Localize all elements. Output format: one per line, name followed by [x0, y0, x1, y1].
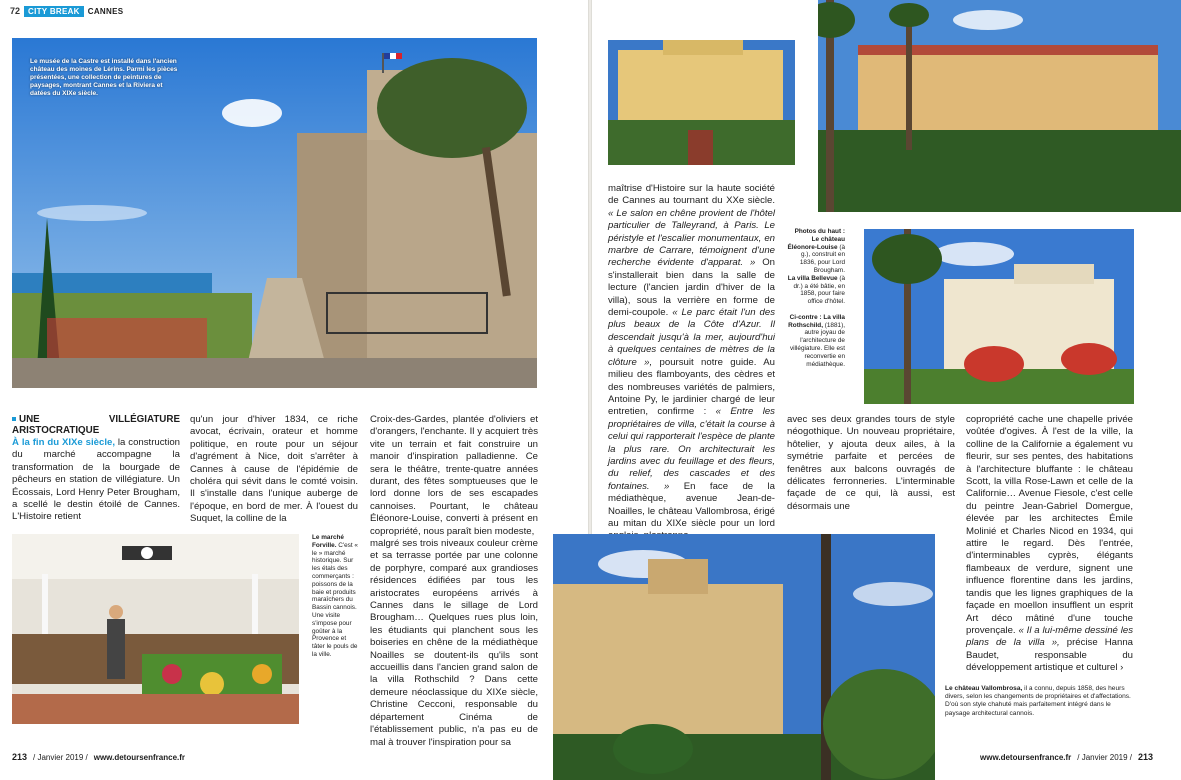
column-6-end: précise Hanna Baudet, responsable du développement artistique et culturel › — [966, 637, 1133, 674]
column-1-text: la construction du marché accompagne la transformation de la bourgade de pêcheurs en station de villégiature. Un Écossais, Lord Henry Peter Brougham, a scellé le destin étoilé de Cannes. L'Histoire retient — [12, 437, 180, 523]
column-4-end: En face de la médiathèque, avenue Jean-de-Noailles, le château Vallombrosa, érigé au mitan du XIXe siècle pour un lord — [608, 480, 775, 529]
section-tag: CITY BREAK — [24, 6, 84, 17]
right-footer — [980, 752, 1153, 762]
castle-caption: Le musée de la Castre est installé dans l'ancien château des moines de Lérins. Parmi les pièces présentées, une collection de peintures de paysages, montrant Cannes et la Riviera et datées du XIXe siècle. — [30, 58, 178, 97]
market-photo — [12, 534, 299, 724]
market-caption-text: C'est « le » marché historique. Sur les étals des commerçants : poissons de la baie et produits maraîchers du Bassin cannois. Une visite s'impose pour goûter à la Provence et tâter le pouls de la ville. — [312, 541, 358, 658]
bellevue-photo — [818, 0, 1181, 212]
vallombrosa-caption-text: il a connu, depuis 1858, des heurs divers, selon les changements de propriétaires et d'affectations. D'où son style chahuté mais parfaitement intégré dans le paysage architectural cannois. — [945, 685, 1131, 717]
left-footer-number: 213 — [12, 752, 28, 762]
rothschild-illustration — [864, 229, 1134, 404]
column-6-text: copropriété cache une chapelle privée voûtée d'ogives. À l'est de la ville, la colline de la Californie a également vu fleurir, sur ses pentes, des habitations à l'architecture bluffante : le château Scott, la villa Rose-Lawn et celle de la Californie… Avenue Fiesole, c'est celle du peintre Jean-Gabriel Domergue, élevée par les architectes Émile Molinié et Charles Nicod en 1934, qui attire le regard. Dès l'entrée, d'interminables cyprès, élégants flambeaux de verdure, signent une influence florentine dans les jardins, tandis que les lignes graphiques de la façade en moellon insufflent un esprit Art déco mâtiné d'une touche provençale. — [966, 414, 1133, 636]
article-lead: À la fin du XIXe siècle, — [12, 437, 115, 448]
photos-caption-title: Photos du haut : — [794, 228, 845, 235]
column-6-quote: « Il a lui-même dessiné les plans de la villa », — [966, 624, 1133, 649]
vallombrosa-illustration — [553, 534, 935, 780]
column-4-mid-2: poursuit notre guide. Au milieu des flamboyants, des cèdres et des nombreuses variétés de palmiers, Antoine Py, le jardinier chargé de leur entretien, confirme : — [608, 356, 775, 418]
left-footer-date: / Janvier 2019 / — [33, 752, 88, 762]
column-3a-text: Croix-des-Gardes, plantée d'oliviers et d'orangers, l'enchante. Il y acquiert très vite un terrain et fait construire un manoir d'inspiration palladienne. Ce sera le théâtre, trente-quatre années durant, des fêtes somptueuses que le lord donne lors de ses escapades cannoises. Pourtant, le château Éléonore-Louise, converti à présent en copropriété, nous paraît bien modeste, — [370, 414, 538, 537]
heading-square-icon — [12, 417, 16, 421]
page-header — [10, 4, 123, 18]
castle-photo — [12, 38, 537, 388]
photos-caption — [787, 228, 845, 368]
right-footer-site: www.detoursenfrance.fr — [980, 752, 1072, 762]
vallombrosa-caption-title: Le château Vallombrosa, — [945, 685, 1023, 692]
article-column-1 — [12, 414, 180, 524]
vallombrosa-photo — [553, 534, 935, 780]
article-column-6 — [966, 414, 1133, 675]
city-label: CANNES — [87, 6, 124, 16]
column-4-mid: On s'installerait bien dans la salle de lecture (l'ancien jardin d'hiver de la villa), sous la verrière en forme de demi-coupole. — [608, 257, 775, 319]
column-4-start: maîtrise d'Histoire sur la haute société de Cannes au tournant du XXe siècle. — [608, 183, 775, 207]
column-4-quote-1: « Le salon en chêne provient de l'hôtel particulier de Talleyrand, à Paris. Le péristyle et l'escalier monumentaux, en marbre de Carrare, témoignent d'une recherche évidente d'apparat. » — [608, 207, 775, 269]
bellevue-illustration — [818, 0, 1181, 212]
rothschild-caption-title: Ci-contre : La villa Rothschild, — [788, 313, 845, 329]
photos-caption-text-1: (à g.), construit en 1836, pour Lord Brougham. — [799, 243, 845, 274]
rothschild-photo — [864, 229, 1134, 404]
column-2-text: qu'un jour d'hiver 1834, ce riche avocat, écrivain, orateur et homme politique, en route pour un séjour d'agrément à Nice, doit s'arrêter à Cannes à cause de l'épidémie de choléra qui sévit dans le comté voisin. Il s'installe dans l'unique auberge de l'époque, en bord de mer. À l'ouest du Suquet, la colline de la — [190, 414, 358, 525]
photos-caption-name-1: Le château Éléonore-Louise — [787, 235, 845, 251]
rothschild-caption-text: (1881), autre joyau de l'architecture de villégiature. Elle est reconvertie en médiathèque. — [789, 321, 845, 368]
article-column-4 — [608, 183, 775, 543]
left-page-number: 72 — [10, 6, 21, 16]
vallombrosa-caption — [945, 685, 1135, 718]
column-4-quote-3: « Entre les propriétaires de villa, c'était la course à celui qui rapporterait l'espèce de plante la plus rare. On architecturait les jardins avec du feuillage et des fleurs, du relief, des cascades et des fontaines. » — [608, 406, 775, 492]
article-heading: UNE VILLÉGIATURE ARISTOCRATIQUE — [12, 414, 180, 436]
left-footer — [12, 752, 185, 762]
eleonore-illustration — [608, 40, 795, 165]
article-column-3a — [370, 414, 538, 538]
article-column-3b — [370, 538, 538, 749]
market-caption — [312, 534, 360, 659]
left-footer-site: www.detoursenfrance.fr — [93, 752, 186, 762]
column-5-text: avec ses deux grandes tours de style néogothique. Un nouveau propriétaire, hôtelier, y ajouta deux ailes, à la symétrie parfaite et percées de fenêtres aux balcons ouvragés de délicates ferronneries. L'interminable façade de ce qui, là aussi, est désormais une — [787, 414, 955, 512]
market-illustration — [12, 534, 299, 724]
article-column-2 — [190, 414, 358, 526]
column-3b-text: malgré ses trois niveaux couleur crème et sa terrasse portée par une colonne de porphyre, comparé aux grandioses résidences édifiées par tous les aristocrates européens arrivés à Cannes dans le sillage de Lord Brougham… Quelques rues plus loin, les étudiants qui planchent sous les boiseries en chêne de la médiathèque Noailles se doutent-ils qu'ils sont accueillis dans l'ancien grand salon de la villa Rothschild ? Dans cette demeure néoclassique du XIXe siècle, Christine Cecconi, responsable du département Cinéma de l'établissement public, n'a pas eu de mal à trouver l'inspiration pour sa — [370, 538, 538, 748]
article-column-5 — [787, 414, 955, 513]
photos-caption-text-2: (à dr.) a été bâtie, en 1858, pour faire office d'hôtel. — [793, 274, 845, 306]
right-footer-number: 213 — [1137, 752, 1154, 762]
eleonore-louise-photo — [608, 40, 795, 165]
photos-caption-name-2: La villa Bellevue — [787, 274, 838, 282]
column-4-quote-2: « Le parc était l'un des plus beaux de la Côte d'Azur. Il descendait jusqu'à la mer, aujourd'hui à quelques centaines de mètres de la clôture », — [608, 307, 776, 368]
market-caption-title: Le marché Forville. — [312, 534, 344, 549]
right-footer-date: / Janvier 2019 / — [1077, 752, 1132, 762]
